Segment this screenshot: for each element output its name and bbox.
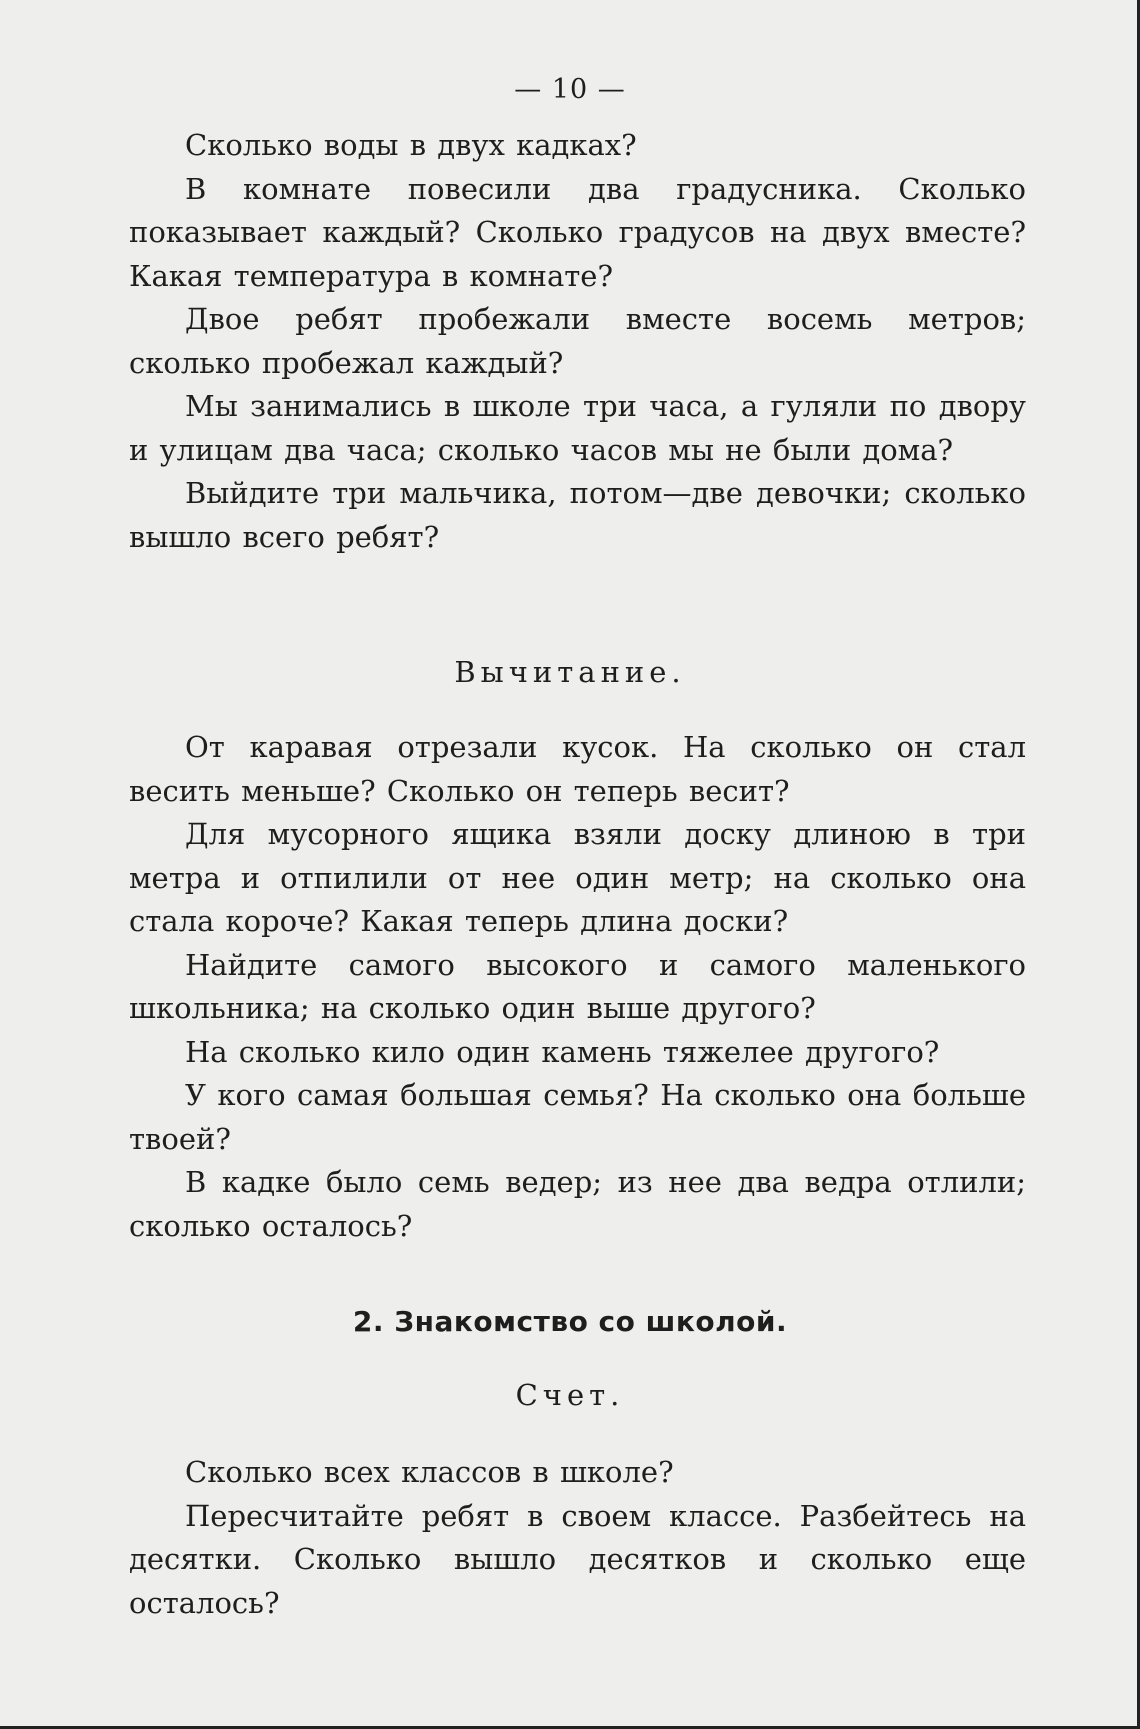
subtraction-block (129, 726, 1026, 1248)
paragraph: Двое ребят пробежали вместе восемь метров; сколько пробежал каждый? (129, 302, 1026, 380)
addition-tail-block (129, 124, 1026, 559)
paragraph: Для мусорного ящика взяли доску длиною в три метра и отпилили от нее один метр; на сколько она стала короче? Какая теперь длина доски? (129, 817, 1026, 938)
paragraph: Сколько воды в двух кадках? (185, 128, 637, 162)
paragraph: В кадке было семь ведер; из нее два ведра отлили; сколько осталось? (129, 1165, 1026, 1243)
paragraph: Пересчитайте ребят в своем классе. Разбейтесь на десятки. Сколько вышло десятков и сколько еще осталось? (129, 1498, 1026, 1620)
paragraph: Найдите самого высокого и самого маленького школьника; на сколько один выше другого? (129, 947, 1026, 1025)
paragraph: От каравая отрезали кусок. На сколько он стал весить меньше? Сколько он теперь весит? (129, 730, 1026, 808)
paragraph: В комнате повесили два градусника. Сколько показывает каждый? Сколько градусов на двух вместе? Какая температура в комнате? (129, 171, 1026, 293)
paragraph: Сколько всех классов в школе? (185, 1455, 674, 1489)
page-number: — 10 — (514, 74, 626, 105)
paragraph: Выйдите три мальчика, потом—две девочки; сколько вышло всего ребят? (129, 476, 1026, 554)
paragraph: Мы занимались в школе три часа, а гуляли по двору и улицам два часа; сколько часов мы не были дома? (129, 389, 1026, 467)
paragraph: У кого самая большая семья? На сколько она больше твоей? (129, 1078, 1026, 1156)
counting-block (129, 1451, 1026, 1625)
section-heading-counting: Счет. (515, 1378, 625, 1412)
section-heading-subtraction: Вычитание. (454, 655, 686, 689)
chapter-heading: 2. Знакомство со школой. (352, 1305, 788, 1338)
paragraph: На сколько кило один камень тяжелее другого? (185, 1034, 940, 1069)
